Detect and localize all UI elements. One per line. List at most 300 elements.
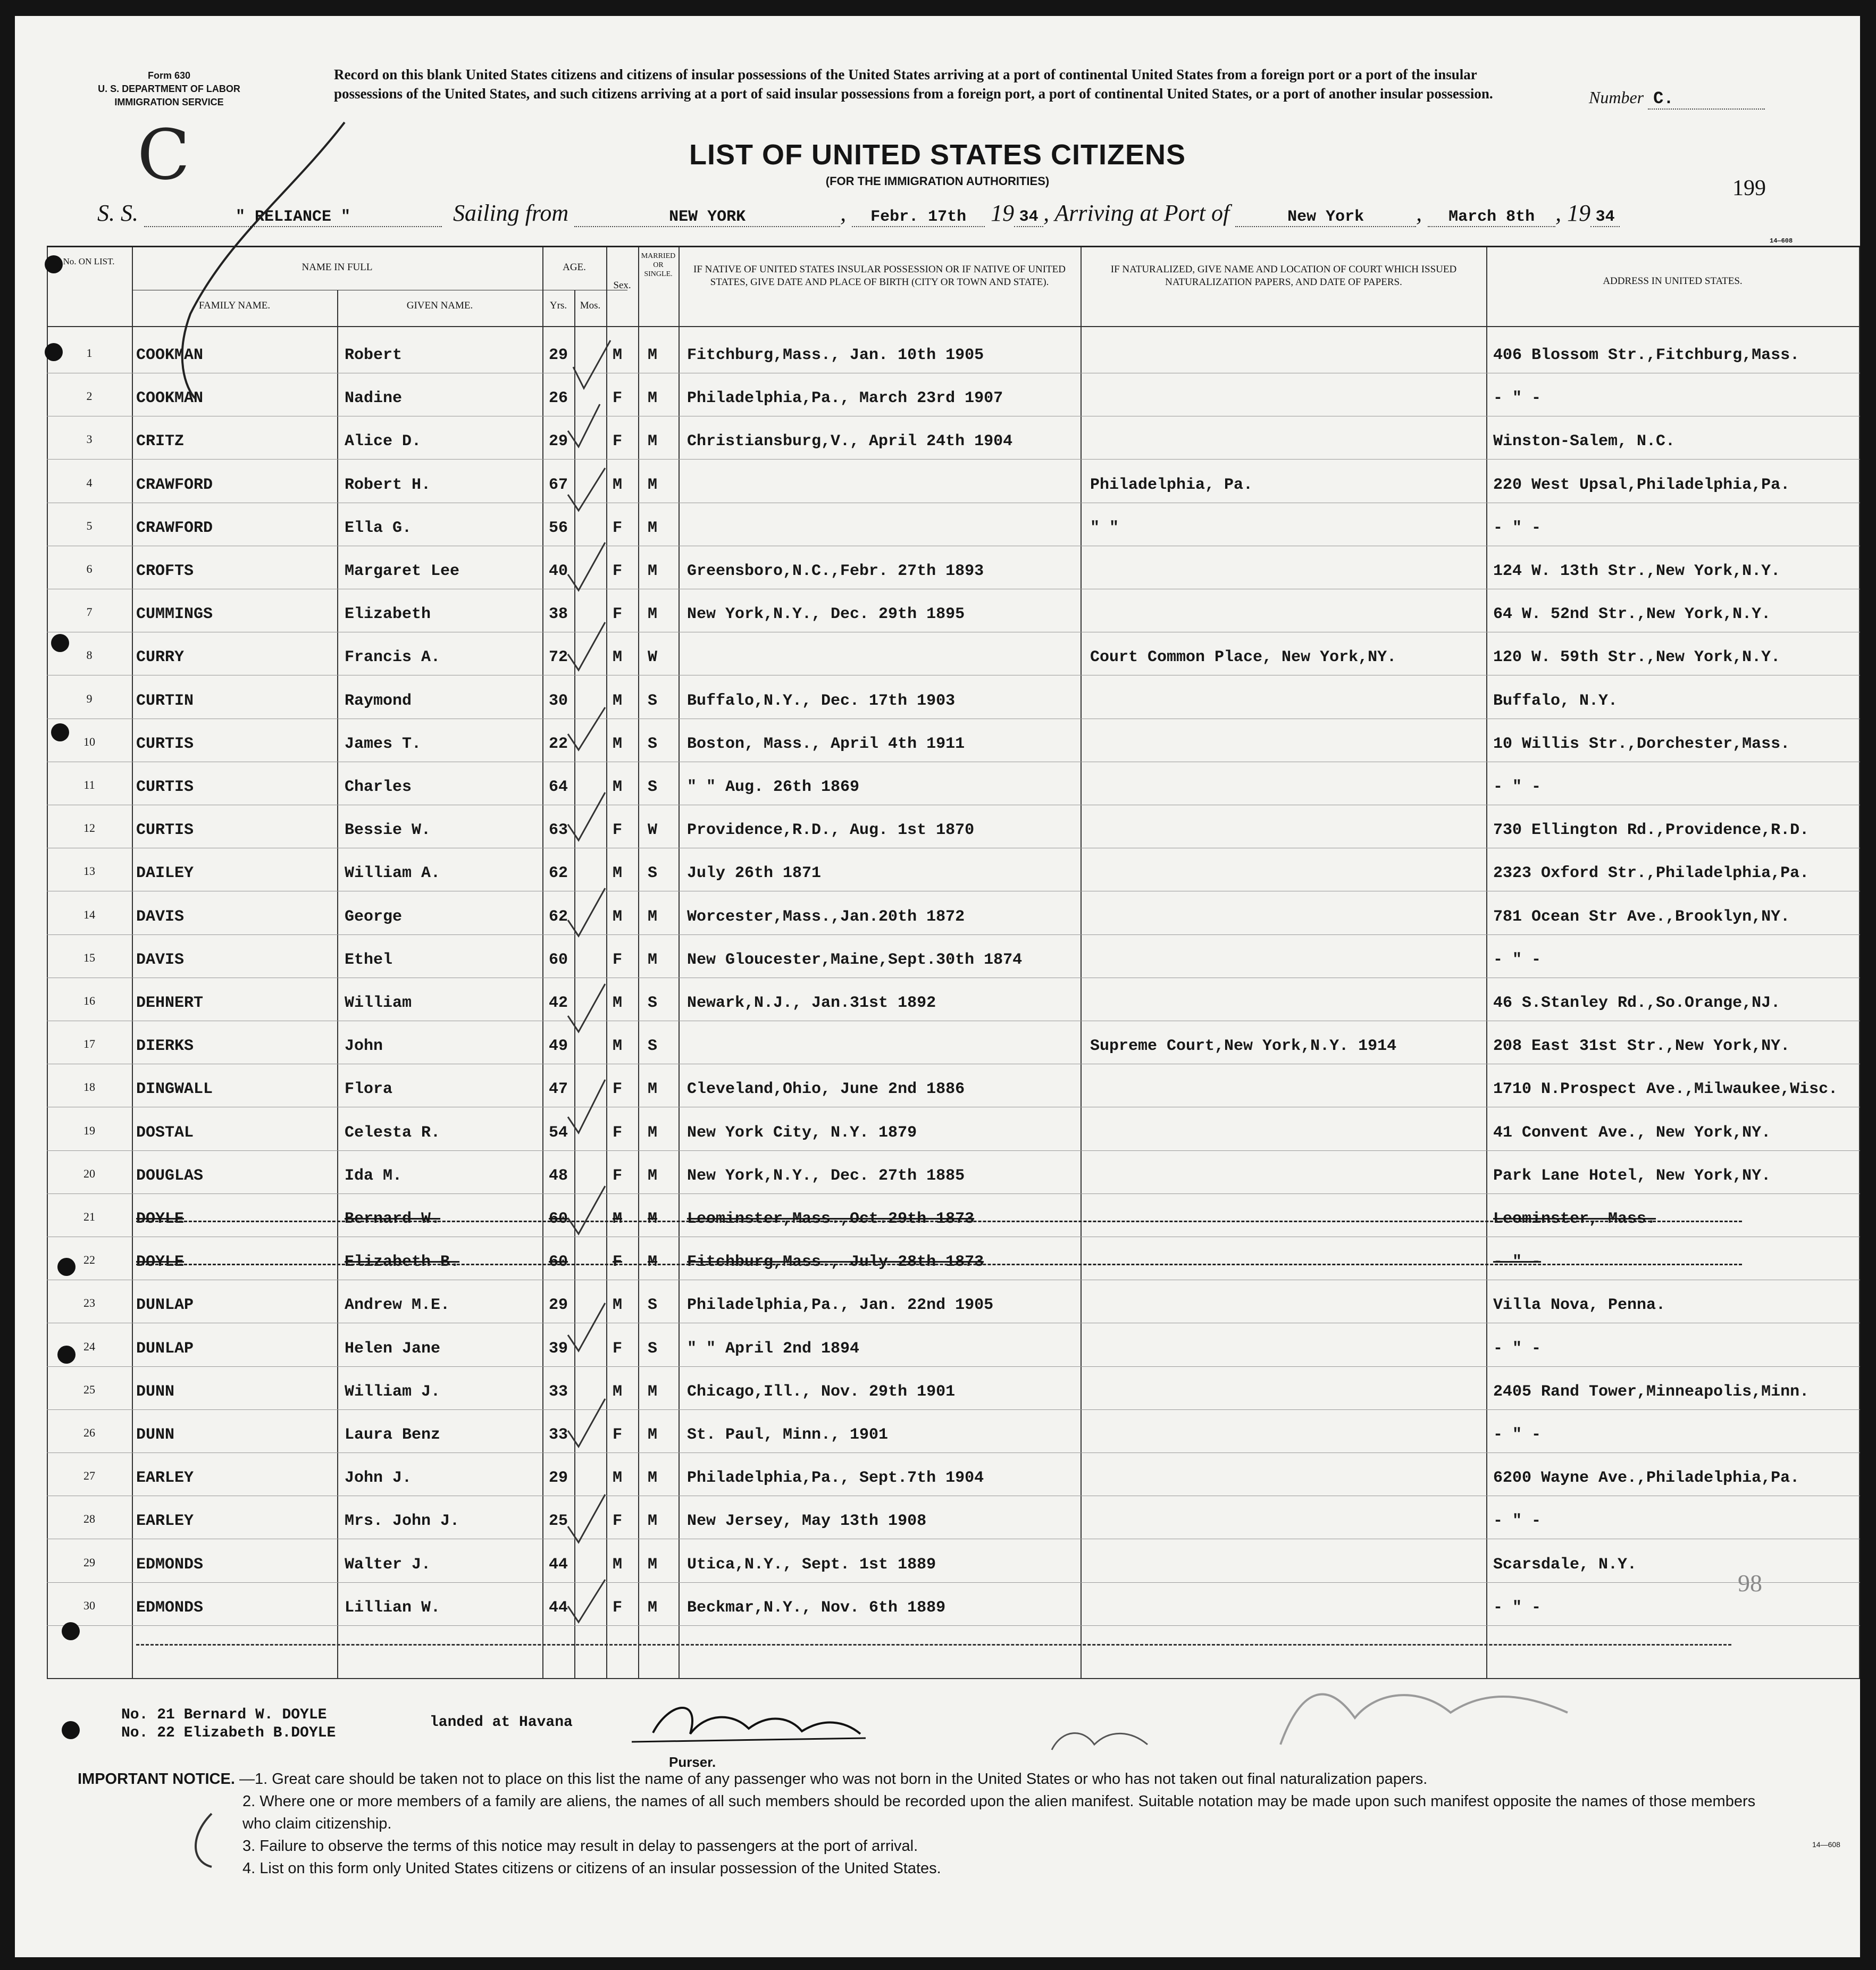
- row-given: Elizabeth: [345, 605, 431, 624]
- ss-label: S. S.: [97, 200, 138, 226]
- row-nat: Court Common Place, New York,NY.: [1090, 648, 1397, 667]
- row-no: 23: [83, 1296, 95, 1310]
- row-no: 7: [86, 605, 93, 619]
- row-sex: F: [613, 1339, 623, 1358]
- row-sex: F: [613, 519, 623, 537]
- service-name: IMMIGRATION SERVICE: [114, 97, 224, 107]
- row-birth: Fitchburg,Mass., Jan. 10th 1905: [687, 346, 984, 364]
- punch-hole: [45, 343, 63, 361]
- row-given: Robert: [345, 346, 403, 364]
- sailing-year: 34: [1014, 208, 1043, 227]
- row-family: DOYLE: [136, 1253, 185, 1272]
- row-family: DINGWALL: [136, 1080, 213, 1099]
- row-no: 15: [83, 950, 95, 964]
- row-family: DUNN: [136, 1426, 175, 1444]
- row-age: 48: [549, 1166, 568, 1185]
- row-ms: M: [648, 519, 658, 537]
- row-given: William A.: [345, 864, 441, 883]
- row-family: DAVIS: [136, 907, 185, 926]
- col-header-address: ADDRESS IN UNITED STATES.: [1603, 276, 1743, 287]
- row-age: 67: [549, 475, 568, 494]
- row-sex: M: [613, 734, 623, 753]
- row-sex: F: [613, 389, 623, 408]
- row-given: Charles: [345, 778, 412, 796]
- row-family: CURTIS: [136, 778, 194, 796]
- row-age: 54: [549, 1123, 568, 1142]
- row-given: William J.: [345, 1382, 441, 1401]
- col-header-no: No. ON LIST.: [63, 256, 115, 266]
- landed-passenger-22: No. 22 Elizabeth B.DOYLE: [121, 1725, 336, 1741]
- row-birth: Philadelphia,Pa., Jan. 22nd 1905: [687, 1296, 994, 1315]
- row-ms: M: [648, 1598, 658, 1617]
- arriving-port: New York: [1235, 208, 1416, 227]
- col-header-sex: Sex.: [613, 280, 631, 291]
- row-nat: Supreme Court,New York,N.Y. 1914: [1090, 1037, 1397, 1056]
- row-age: 30: [549, 691, 568, 710]
- row-nat: " ": [1090, 519, 1119, 537]
- col-header-age: AGE.: [563, 262, 586, 273]
- row-address: 781 Ocean Str Ave.,Brooklyn,NY.: [1493, 907, 1790, 926]
- row-no: 5: [86, 519, 93, 532]
- row-age: 60: [549, 1210, 568, 1228]
- row-sex: F: [613, 605, 623, 624]
- row-family: COOKMAN: [136, 389, 204, 408]
- row-rule: [47, 1150, 1860, 1151]
- punch-hole: [45, 255, 63, 273]
- row-given: John: [345, 1037, 383, 1056]
- landed-location: landed at Havana: [430, 1714, 573, 1731]
- notice-item-1: —1. Great care should be taken not to place on this list the name of any passenger who was not born in the United States or who has not taken out final naturalization papers.: [239, 1771, 1428, 1788]
- row-no: 30: [83, 1598, 95, 1612]
- row-no: 11: [83, 778, 95, 791]
- row-sex: M: [613, 864, 623, 883]
- row-birth: July 26th 1871: [687, 864, 822, 883]
- passenger-table: [47, 246, 1860, 1679]
- ship-name: " RELIANCE ": [144, 208, 442, 227]
- row-no: 16: [83, 994, 95, 1007]
- row-no: 12: [83, 821, 95, 835]
- row-birth: Chicago,Ill., Nov. 29th 1901: [687, 1382, 956, 1401]
- row-no: 17: [83, 1037, 95, 1051]
- row-family: DUNLAP: [136, 1339, 194, 1358]
- year-note: 199: [1732, 176, 1766, 201]
- col-divider: [574, 290, 575, 1678]
- row-age: 42: [549, 994, 568, 1012]
- col-divider: [606, 247, 607, 1678]
- row-address: 1710 N.Prospect Ave.,Milwaukee,Wisc.: [1493, 1080, 1838, 1099]
- row-family: DOUGLAS: [136, 1166, 204, 1185]
- punch-hole: [62, 1622, 80, 1640]
- row-given: Lillian W.: [345, 1598, 441, 1617]
- signature-underline: [632, 1738, 866, 1742]
- row-no: 6: [86, 562, 93, 575]
- row-nat: Philadelphia, Pa.: [1090, 475, 1253, 494]
- row-ms: W: [648, 821, 658, 840]
- row-sex: M: [613, 1037, 623, 1056]
- row-given: George: [345, 907, 403, 926]
- row-no: 25: [83, 1382, 95, 1396]
- row-family: DUNN: [136, 1382, 175, 1401]
- row-ms: S: [648, 734, 658, 753]
- col-divider: [1859, 247, 1860, 1678]
- row-ms: M: [648, 1469, 658, 1488]
- row-family: CRITZ: [136, 432, 185, 451]
- row-ms: M: [648, 432, 658, 451]
- row-rule: [47, 1409, 1860, 1410]
- row-no: 24: [83, 1339, 95, 1353]
- row-family: CURTIN: [136, 691, 194, 710]
- row-birth: New York,N.Y., Dec. 27th 1885: [687, 1166, 965, 1185]
- row-sex: F: [613, 432, 623, 451]
- row-ms: M: [648, 950, 658, 969]
- row-age: 29: [549, 432, 568, 451]
- row-birth: New Jersey, May 13th 1908: [687, 1512, 927, 1531]
- notice-item-4: 4. List on this form only United States citizens or citizens of an insular possession of the United States.: [242, 1860, 941, 1877]
- row-sex: F: [613, 1598, 623, 1617]
- row-address: 41 Convent Ave., New York,NY.: [1493, 1123, 1771, 1142]
- list-number: [1589, 88, 1765, 110]
- col-divider: [638, 247, 639, 1678]
- row-sex: M: [613, 1210, 623, 1228]
- notice-item-3: 3. Failure to observe the terms of this notice may result in delay to passengers at the port of arrival.: [242, 1838, 918, 1855]
- row-age: 33: [549, 1382, 568, 1401]
- row-sex: M: [613, 778, 623, 796]
- row-sex: F: [613, 1512, 623, 1531]
- col-divider: [132, 247, 133, 1678]
- row-age: 26: [549, 389, 568, 408]
- row-birth: Utica,N.Y., Sept. 1st 1889: [687, 1555, 936, 1574]
- row-no: 8: [86, 648, 93, 662]
- col-header-years: Yrs.: [549, 300, 567, 311]
- row-sex: F: [613, 1253, 623, 1272]
- arriving-label: Arriving at Port of: [1054, 200, 1230, 226]
- row-no: 27: [83, 1469, 95, 1483]
- row-given: Nadine: [345, 389, 403, 408]
- row-ms: M: [648, 907, 658, 926]
- row-no: 10: [83, 734, 95, 748]
- row-no: 1: [86, 346, 93, 360]
- row-address: 64 W. 52nd Str.,New York,N.Y.: [1493, 605, 1771, 624]
- row-family: EARLEY: [136, 1512, 194, 1531]
- row-given: Margaret Lee: [345, 562, 460, 580]
- row-sex: F: [613, 1426, 623, 1444]
- row-address: 208 East 31st Str.,New York,NY.: [1493, 1037, 1790, 1056]
- row-address: 46 S.Stanley Rd.,So.Orange,NJ.: [1493, 994, 1781, 1012]
- row-family: EDMONDS: [136, 1555, 204, 1574]
- row-age: 49: [549, 1037, 568, 1056]
- row-address: 406 Blossom Str.,Fitchburg,Mass.: [1493, 346, 1800, 364]
- row-rule: [47, 1193, 1860, 1194]
- row-birth: New Gloucester,Maine,Sept.30th 1874: [687, 950, 1023, 969]
- row-birth: Newark,N.J., Jan.31st 1892: [687, 994, 936, 1012]
- row-address: Villa Nova, Penna.: [1493, 1296, 1666, 1315]
- row-given: Laura Benz: [345, 1426, 441, 1444]
- row-ms: M: [648, 1080, 658, 1099]
- row-given: Celesta R.: [345, 1123, 441, 1142]
- row-address: - " -: [1493, 1598, 1542, 1617]
- row-rule: [47, 1625, 1860, 1626]
- row-ms: M: [648, 1123, 658, 1142]
- row-ms: M: [648, 1382, 658, 1401]
- col-header-family-name: FAMILY NAME.: [198, 300, 271, 311]
- number-value: C.: [1648, 89, 1765, 110]
- purser-label: Purser.: [669, 1754, 716, 1770]
- row-given: William: [345, 994, 412, 1012]
- row-ms: M: [648, 1253, 658, 1272]
- notice-item-2: 2. Where one or more members of a family are aliens, the names of all such members should be recorded upon the alien manifest. Suitable notation may be made upon such manifest opposite the names of those members who claim citizenship.: [242, 1793, 1756, 1832]
- row-rule: [47, 1582, 1860, 1583]
- col-divider: [1081, 247, 1082, 1678]
- row-given: Walter J.: [345, 1555, 431, 1574]
- row-ms: S: [648, 1339, 658, 1358]
- row-ms: S: [648, 1296, 658, 1315]
- row-address: Buffalo, N.Y.: [1493, 691, 1618, 710]
- sailing-label: Sailing from: [453, 200, 569, 226]
- row-given: Bernard W.: [345, 1210, 441, 1228]
- row-family: EDMONDS: [136, 1598, 204, 1617]
- row-age: 40: [549, 562, 568, 580]
- manifest-sheet: [15, 16, 1860, 1957]
- row-family: DAVIS: [136, 950, 185, 969]
- row-birth: New York City, N.Y. 1879: [687, 1123, 917, 1142]
- row-birth: Buffalo,N.Y., Dec. 17th 1903: [687, 691, 956, 710]
- inspector-signature: [1280, 1694, 1568, 1744]
- row-given: Andrew M.E.: [345, 1296, 450, 1315]
- end-of-list-line: [136, 1644, 1731, 1646]
- col-divider: [1486, 247, 1487, 1678]
- row-address: - " -: [1493, 1426, 1542, 1444]
- row-given: Alice D.: [345, 432, 422, 451]
- row-age: 25: [549, 1512, 568, 1531]
- row-address: 2405 Rand Tower,Minneapolis,Minn.: [1493, 1382, 1810, 1401]
- col-header-married-single: MARRIED OR SINGLE.: [641, 252, 676, 278]
- row-address: - " -: [1493, 389, 1542, 408]
- row-family: CUMMINGS: [136, 605, 213, 624]
- row-sex: M: [613, 994, 623, 1012]
- row-family: DUNLAP: [136, 1296, 194, 1315]
- header-bottom-rule: [47, 326, 1860, 327]
- row-given: Helen Jane: [345, 1339, 441, 1358]
- row-sex: M: [613, 648, 623, 667]
- row-family: COOKMAN: [136, 346, 204, 364]
- row-address: - " -: [1493, 950, 1542, 969]
- col-header-given-name: GIVEN NAME.: [406, 300, 473, 311]
- printer-mark: 14—608: [1770, 237, 1793, 245]
- row-ms: S: [648, 994, 658, 1012]
- punch-hole: [51, 634, 69, 652]
- row-address: Scarsdale, N.Y.: [1493, 1555, 1637, 1574]
- row-address: 6200 Wayne Ave.,Philadelphia,Pa.: [1493, 1469, 1800, 1488]
- row-no: 26: [83, 1426, 95, 1439]
- row-address: 730 Ellington Rd.,Providence,R.D.: [1493, 821, 1810, 840]
- row-birth: Philadelphia,Pa., Sept.7th 1904: [687, 1469, 984, 1488]
- notice-title: IMPORTANT NOTICE.: [78, 1771, 235, 1788]
- row-family: DOSTAL: [136, 1123, 194, 1142]
- number-label: Number: [1589, 88, 1644, 107]
- row-age: 29: [549, 1469, 568, 1488]
- row-ms: M: [648, 1166, 658, 1185]
- row-given: Bessie W.: [345, 821, 431, 840]
- row-given: Flora: [345, 1080, 393, 1099]
- row-age: 39: [549, 1339, 568, 1358]
- row-given: Ida M.: [345, 1166, 403, 1185]
- row-no: 18: [83, 1080, 95, 1094]
- landed-note: [121, 1706, 573, 1742]
- arriving-year-prefix: 19: [1567, 200, 1591, 226]
- row-rule: [47, 459, 1860, 460]
- row-birth: Providence,R.D., Aug. 1st 1870: [687, 821, 975, 840]
- punch-hole: [57, 1258, 76, 1276]
- row-birth: Beckmar,N.Y., Nov. 6th 1889: [687, 1598, 946, 1617]
- punch-hole: [57, 1346, 76, 1364]
- row-address: 10 Willis Str.,Dorchester,Mass.: [1493, 734, 1790, 753]
- punch-hole: [51, 723, 69, 741]
- row-given: Robert H.: [345, 475, 431, 494]
- important-notice: [78, 1768, 1779, 1880]
- row-family: CURRY: [136, 648, 185, 667]
- row-ms: M: [648, 562, 658, 580]
- row-birth: Christiansburg,V., April 24th 1904: [687, 432, 1013, 451]
- row-address: Winston-Salem, N.C.: [1493, 432, 1676, 451]
- row-family: DEHNERT: [136, 994, 204, 1012]
- row-age: 44: [549, 1555, 568, 1574]
- row-no: 20: [83, 1166, 95, 1180]
- strike-through-line: [136, 1221, 1742, 1222]
- col-header-months: Mos.: [580, 300, 601, 311]
- row-no: 21: [83, 1210, 95, 1223]
- row-sex: M: [613, 1296, 623, 1315]
- col-divider: [542, 247, 543, 1678]
- col-divider: [679, 247, 680, 1678]
- row-address: Leominster, Mass.: [1493, 1210, 1656, 1228]
- row-age: 29: [549, 346, 568, 364]
- row-age: 47: [549, 1080, 568, 1099]
- row-family: EARLEY: [136, 1469, 194, 1488]
- form-number: Form 630: [147, 70, 191, 81]
- row-sex: M: [613, 1469, 623, 1488]
- arriving-date: March 8th: [1428, 208, 1555, 227]
- sailing-year-prefix: 19: [991, 200, 1015, 226]
- department-name: U. S. DEPARTMENT OF LABOR: [98, 84, 240, 94]
- row-no: 13: [83, 864, 95, 878]
- row-family: CROFTS: [136, 562, 194, 580]
- row-sex: F: [613, 1123, 623, 1142]
- row-birth: Leominster,Mass.,Oct.29th 1873: [687, 1210, 975, 1228]
- row-sex: F: [613, 562, 623, 580]
- row-no: 19: [83, 1123, 95, 1137]
- row-ms: M: [648, 1555, 658, 1574]
- row-birth: Boston, Mass., April 4th 1911: [687, 734, 965, 753]
- footer-stamp: 14—608: [1812, 1840, 1840, 1849]
- row-sex: M: [613, 1555, 623, 1574]
- punch-hole: [62, 1721, 80, 1739]
- col-header-naturalized: IF NATURALIZED, GIVE NAME AND LOCATION OF COURT WHICH ISSUED NATURALIZATION PAPERS, AND DATE OF PAPERS.: [1110, 264, 1457, 288]
- row-sex: M: [613, 907, 623, 926]
- form-reference: [63, 69, 275, 109]
- row-given: Mrs. John J.: [345, 1512, 460, 1531]
- row-given: Ella G.: [345, 519, 412, 537]
- row-no: 2: [86, 389, 93, 403]
- row-birth: St. Paul, Minn., 1901: [687, 1426, 889, 1444]
- page-mark: 98: [1738, 1570, 1762, 1597]
- row-birth: Worcester,Mass.,Jan.20th 1872: [687, 907, 965, 926]
- row-age: 62: [549, 864, 568, 883]
- row-sex: M: [613, 346, 623, 364]
- row-ms: M: [648, 475, 658, 494]
- row-birth: New York,N.Y., Dec. 29th 1895: [687, 605, 965, 624]
- row-no: 3: [86, 432, 93, 446]
- voyage-line: S. S. " RELIANCE " Sailing from NEW YORK , Febr. 17th 19 34 , Arriving at Port of New York , March 8th , 19 34: [97, 199, 1620, 227]
- row-birth: Cleveland,Ohio, June 2nd 1886: [687, 1080, 965, 1099]
- row-ms: W: [648, 648, 658, 667]
- row-ms: M: [648, 1210, 658, 1228]
- row-given: John J.: [345, 1469, 412, 1488]
- row-address: 120 W. 59th Str.,New York,N.Y.: [1493, 648, 1781, 667]
- row-family: CURTIS: [136, 821, 194, 840]
- row-given: Elizabeth B.: [345, 1253, 460, 1272]
- row-age: 44: [549, 1598, 568, 1617]
- row-birth: Greensboro,N.C.,Febr. 27th 1893: [687, 562, 984, 580]
- row-ms: M: [648, 346, 658, 364]
- row-rule: [47, 934, 1860, 935]
- row-address: 124 W. 13th Str.,New York,N.Y.: [1493, 562, 1781, 580]
- row-ms: M: [648, 1512, 658, 1531]
- row-ms: S: [648, 778, 658, 796]
- row-ms: S: [648, 864, 658, 883]
- handwritten-c-mark: C: [137, 114, 190, 195]
- page-title: LIST OF UNITED STATES CITIZENS: [689, 139, 1186, 171]
- page-subtitle: (FOR THE IMMIGRATION AUTHORITIES): [825, 174, 1050, 188]
- pencil-notation: [1052, 1733, 1148, 1750]
- row-no: 9: [86, 691, 93, 705]
- row-address: 2323 Oxford Str.,Philadelphia,Pa.: [1493, 864, 1810, 883]
- row-age: 56: [549, 519, 568, 537]
- row-no: 22: [83, 1253, 95, 1267]
- sailing-from: NEW YORK: [574, 208, 840, 227]
- row-given: James T.: [345, 734, 422, 753]
- row-sex: M: [613, 1382, 623, 1401]
- row-birth: " " Aug. 26th 1869: [687, 778, 860, 796]
- col-divider: [337, 290, 338, 1678]
- row-address: - " -: [1493, 1253, 1542, 1272]
- row-age: 22: [549, 734, 568, 753]
- row-sex: F: [613, 1166, 623, 1185]
- row-age: 29: [549, 1296, 568, 1315]
- row-ms: S: [648, 691, 658, 710]
- row-age: 60: [549, 1253, 568, 1272]
- row-ms: S: [648, 1037, 658, 1056]
- row-age: 62: [549, 907, 568, 926]
- row-ms: M: [648, 605, 658, 624]
- row-sex: F: [613, 950, 623, 969]
- row-address: Park Lane Hotel, New York,NY.: [1493, 1166, 1771, 1185]
- row-age: 33: [549, 1426, 568, 1444]
- row-no: 29: [83, 1555, 95, 1569]
- col-header-birth: IF NATIVE OF UNITED STATES INSULAR POSSESSION OR IF NATIVE OF UNITED STATES, GIVE DATE AND PLACE OF BIRTH (CITY OR TOWN AND STATE).: [693, 264, 1066, 288]
- row-age: 38: [549, 605, 568, 624]
- row-family: CRAWFORD: [136, 475, 213, 494]
- row-no: 4: [86, 475, 93, 489]
- row-birth: Philadelphia,Pa., March 23rd 1907: [687, 389, 1003, 408]
- row-address: 220 West Upsal,Philadelphia,Pa.: [1493, 475, 1790, 494]
- row-birth: Fitchburg,Mass., July 28th 1873: [687, 1253, 984, 1272]
- strike-through-line: [136, 1264, 1742, 1265]
- record-instructions: Record on this blank United States citizens and citizens of insular possessions of the United States arriving at a port of continental United States from a foreign port or a port of the insular possessions of the United States, and such citizens arriving at a port of said insular possessions from a foreign port, a port of continental United States, or a port of another insular possession.: [334, 66, 1493, 102]
- row-age: 64: [549, 778, 568, 796]
- row-sex: M: [613, 691, 623, 710]
- row-given: Francis A.: [345, 648, 441, 667]
- row-family: DIERKS: [136, 1037, 194, 1056]
